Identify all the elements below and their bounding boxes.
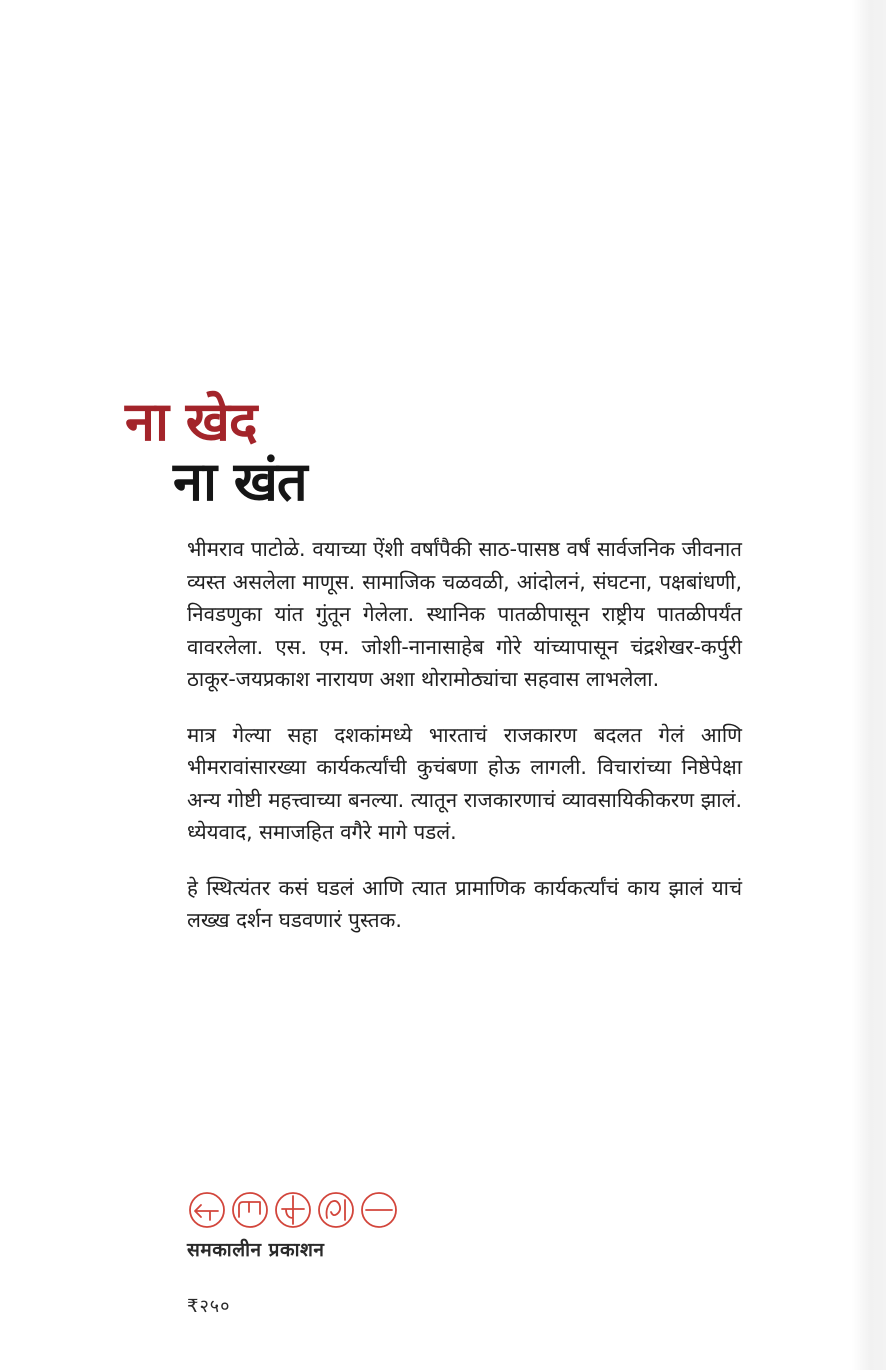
blurb-paragraph-1: भीमराव पाटोळे. वयाच्या ऐंशी वर्षांपैकी साठ-पासष्ठ वर्षं सार्वजनिक जीवनात व्यस्त असलेला माणूस. सामाजिक चळवळी, आंदोलनं, संघटना, पक्षबांधणी, निवडणुका यांत गुंतून गेलेला. स्थानिक पातळीपासून राष्ट्रीय पातळीपर्यंत वावरलेला. एस. एम. जोशी-नानासाहेब गोरे यांच्यापासून चंद्रशेखर-कर्पुरी ठाकूर-जयप्रकाश नारायण अशा थोरामोठ्यांचा सहवास लाभलेला.	[187, 537, 742, 691]
title-line-2: ना खंत	[173, 450, 307, 513]
book-price: ₹२५०	[187, 1296, 231, 1317]
blurb-paragraph-3: हे स्थित्यंतर कसं घडलं आणि त्यात प्रामाणिक कार्यकर्त्यांचं काय झालं याचं लख्ख दर्शन घडवणारं पुस्तक.	[187, 875, 742, 932]
publisher-logo-icon	[187, 1190, 417, 1230]
title-line-1: ना खेद	[125, 390, 257, 453]
book-title	[125, 392, 425, 512]
back-cover-blurb	[187, 533, 742, 960]
blurb-paragraph-2: मात्र गेल्या सहा दशकांमध्ये भारताचं राजकारण बदलत गेलं आणि भीमरावांसारख्या कार्यकर्त्यांची कुचंबणा होऊ लागली. विचारांच्या निष्ठेपेक्षा अन्य गोष्टी महत्त्वाच्या बनल्या. त्यातून राजकारणाचं व्यावसायिकीकरण झालं. ध्येयवाद, समाजहित वगैरे मागे पडलं.	[187, 722, 742, 844]
publisher-name: समकालीन प्रकाशन	[187, 1239, 325, 1261]
page-edge-shadow	[852, 0, 886, 1370]
